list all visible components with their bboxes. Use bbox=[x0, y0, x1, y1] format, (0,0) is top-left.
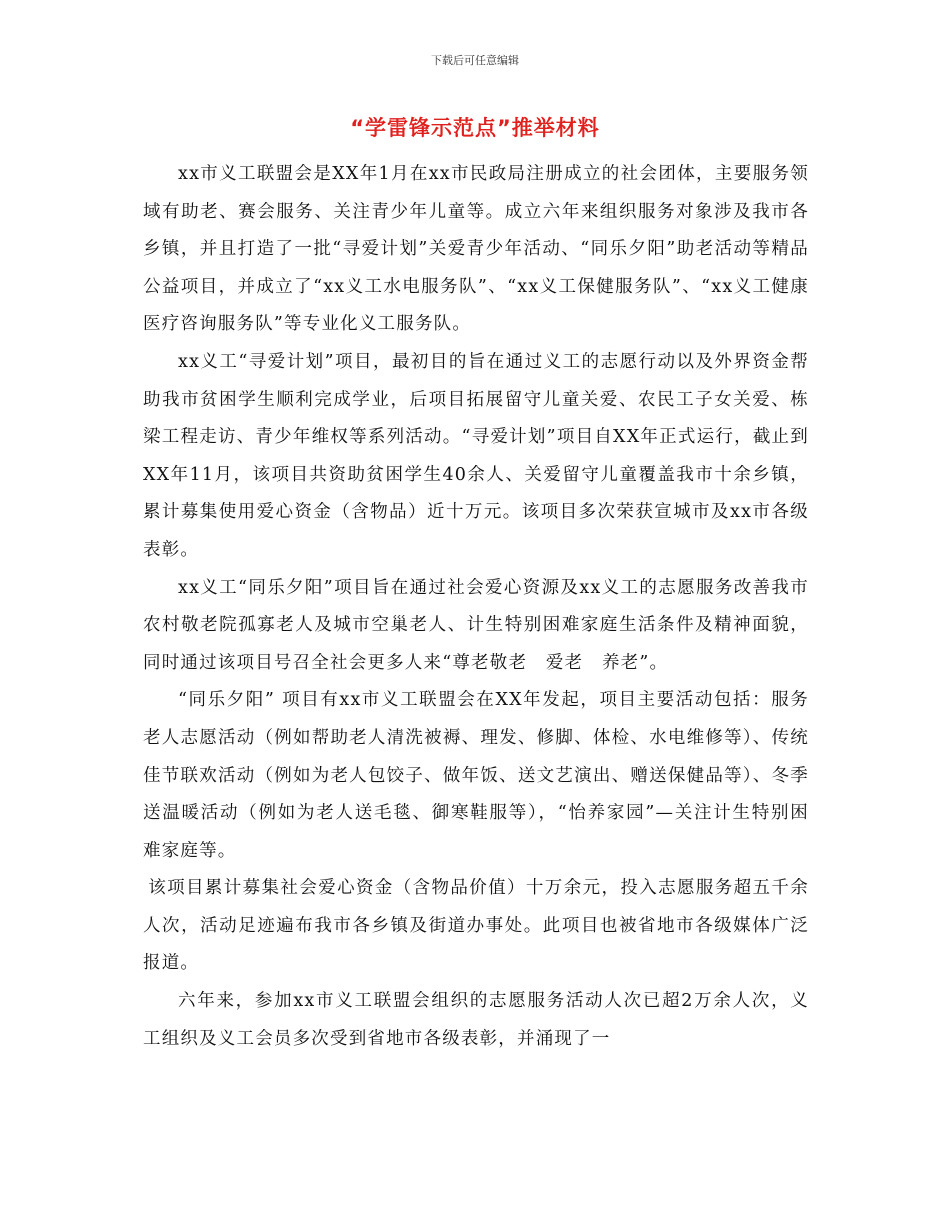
page-header: 下载后可任意编辑 bbox=[431, 54, 519, 67]
paragraph-intro: xx市义工联盟会是XX年1月在xx市民政局注册成立的社会团体，主要服务领域有助老、赛会服务、关注青少年儿童等。成立六年来组织服务对象涉及我市各乡镇，并且打造了一批“寻爱计划”关爱青少年活动、“同乐夕阳”助老活动等精品公益项目，并成立了“xx义工水电服务队”、“xx义工保健服务队”、“xx义工健康医疗咨询服务队”等专业化义工服务队。 bbox=[143, 164, 809, 335]
paragraph-tongle-activities: “同乐夕阳” 项目有xx市义工联盟会在XX年发起，项目主要活动包括：服务老人志愿活动（例如帮助老人清洗被褥、理发、修脚、体检、水电维修等）、传统佳节联欢活动（例如为老人包饺子、做年饭、送文艺演出、赠送保健品等）、冬季送温暖活动（例如为老人送毛毯、御寒鞋服等），“怡养家园”—关注计生特别困难家庭等。 bbox=[143, 690, 809, 861]
paragraph-tongle-project: xx义工“同乐夕阳”项目旨在通过社会爱心资源及xx义工的志愿服务改善我市农村敬老院孤寡老人及城市空巢老人、计生特别困难家庭生活条件及精神面貌，同时通过该项目号召全社会更多人来“尊老敬老 爱老 养老”。 bbox=[143, 577, 809, 673]
document-body bbox=[143, 156, 809, 1058]
paragraph-xunai-project: xx义工“寻爱计划”项目，最初目的旨在通过义工的志愿行动以及外界资金帮助我市贫困学生顺利完成学业，后项目拓展留守儿童关爱、农民工子女关爱、栋梁工程走访、青少年维权等系列活动。“寻爱计划”项目自XX年正式运行，截止到XX年11月，该项目共资助贫困学生40余人、关爱留守儿童覆盖我市十余乡镇，累计募集使用爱心资金（含物品）近十万元。该项目多次荣获宣城市及xx市各级表彰。 bbox=[143, 351, 809, 560]
paragraph-funds-raised: 该项目累计募集社会爱心资金（含物品价值）十万余元，投入志愿服务超五千余人次，活动足迹遍布我市各乡镇及街道办事处。此项目也被省地市各级媒体广泛报道。 bbox=[143, 878, 809, 974]
paragraph-six-years: 六年来，参加xx市义工联盟会组织的志愿服务活动人次已超2万余人次，义工组织及义工会员多次受到省地市各级表彰，并涌现了一 bbox=[143, 991, 809, 1049]
document-title: “学雷锋示范点”推举材料 bbox=[350, 116, 600, 140]
